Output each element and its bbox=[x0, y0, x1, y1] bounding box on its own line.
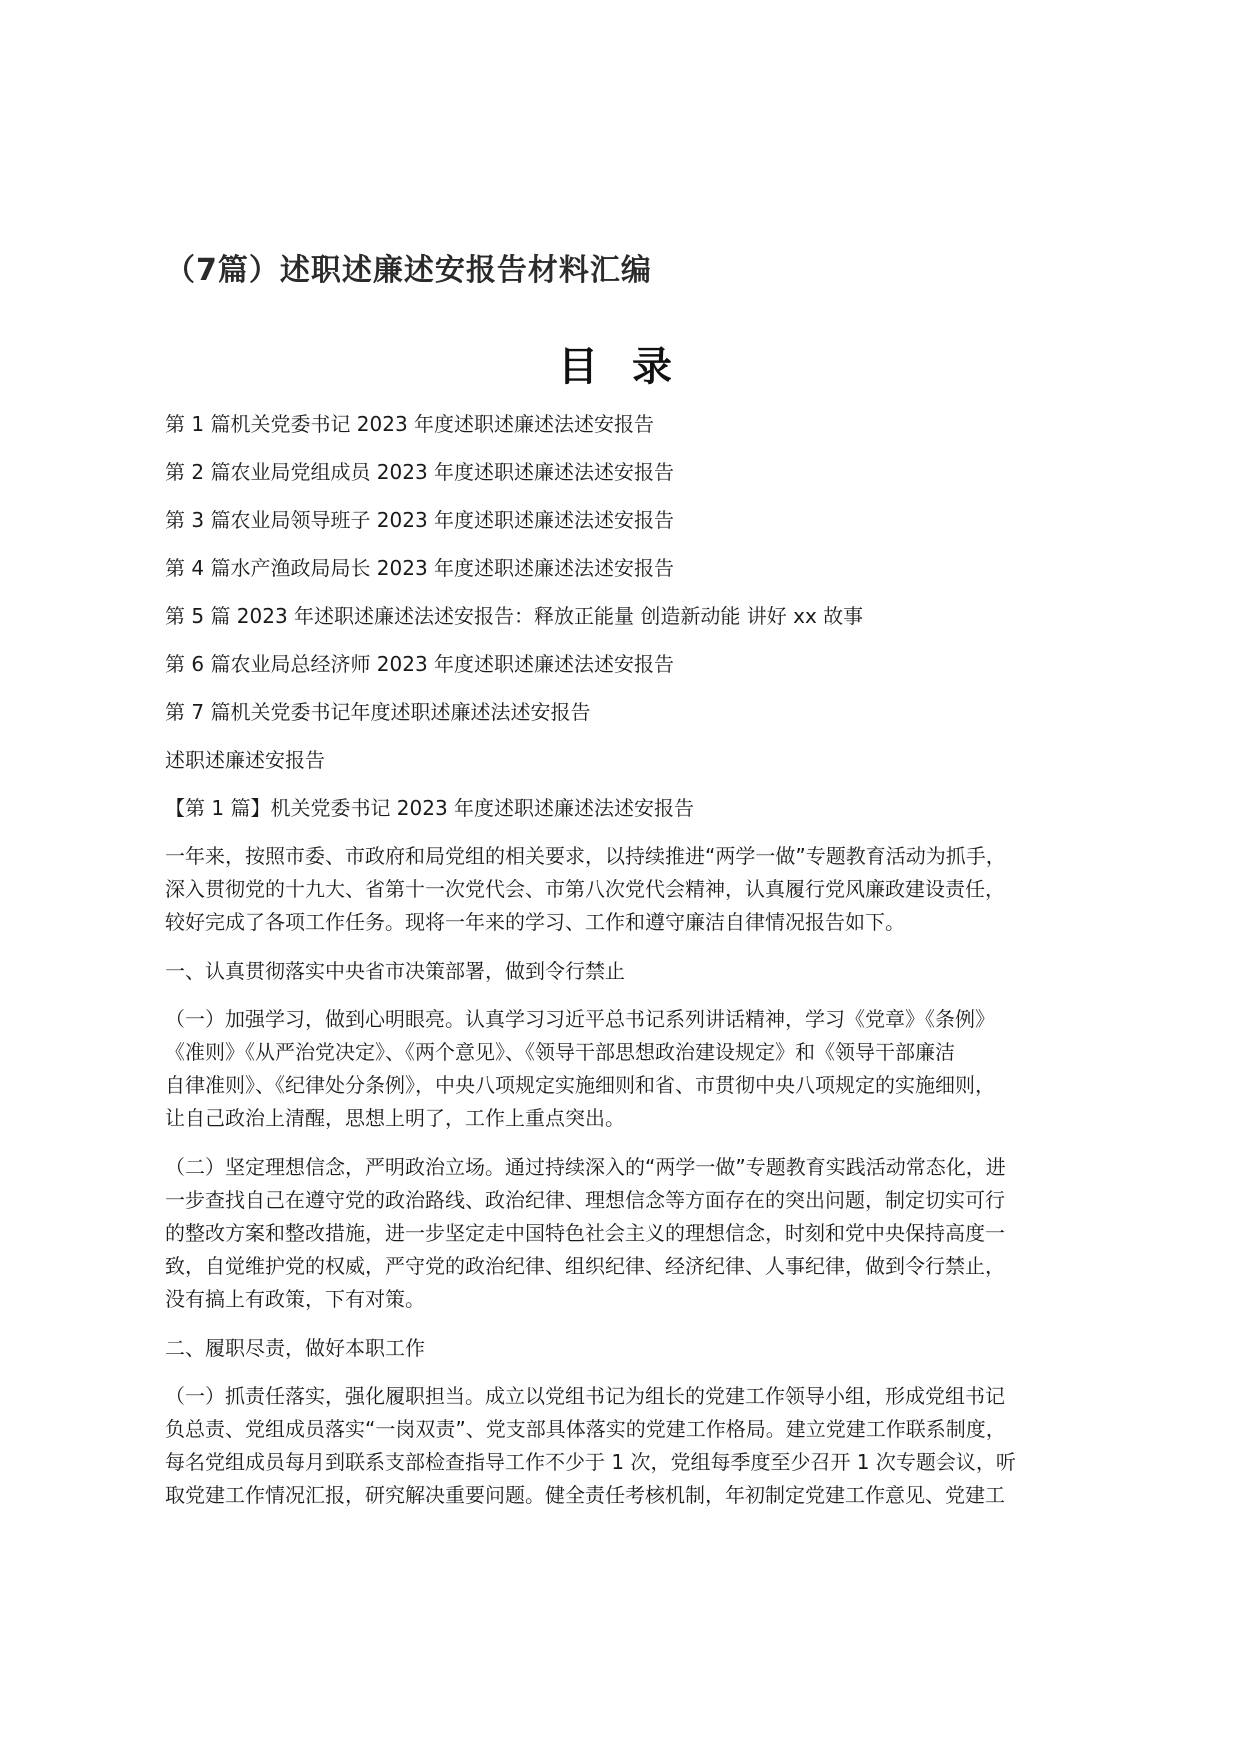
section-label: 述职述廉述安报告 bbox=[165, 748, 325, 772]
document-title: （7篇）述职述廉述安报告材料汇编 bbox=[165, 253, 652, 288]
paragraph-line: 取党建工作情况汇报，研究解决重要问题。健全责任考核机制，年初制定党建工作意见、党建工 bbox=[165, 1483, 1005, 1507]
paragraph-line: 的整改方案和整改措施，进一步坚定走中国特色社会主义的理想信念，时刻和党中央保持高度一 bbox=[165, 1221, 1005, 1245]
toc-item: 第 3 篇农业局领导班子 2023 年度述职述廉述法述安报告 bbox=[165, 508, 675, 532]
paragraph-line: （二）坚定理想信念，严明政治立场。通过持续深入的“两学一做”专题教育实践活动常态化，进 bbox=[165, 1155, 1006, 1179]
toc-item: 第 7 篇机关党委书记年度述职述廉述法述安报告 bbox=[165, 700, 591, 724]
paragraph-line: （一）抓责任落实，强化履职担当。成立以党组书记为组长的党建工作领导小组，形成党组书记 bbox=[165, 1384, 1005, 1408]
toc-item: 第 4 篇水产渔政局局长 2023 年度述职述廉述法述安报告 bbox=[165, 556, 675, 580]
paragraph-line: 每名党组成员每月到联系支部检查指导工作不少于 1 次，党组每季度至少召开 1 次专题会议，听 bbox=[165, 1450, 1016, 1474]
paragraph-line: 负总责、党组成员落实“一岗双责”、党支部具体落实的党建工作格局。建立党建工作联系制度， bbox=[165, 1417, 1006, 1441]
paragraph-line: 一年来，按照市委、市政府和局党组的相关要求，以持续推进“两学一做”专题教育活动为抓手， bbox=[165, 844, 1006, 868]
toc-item: 第 6 篇农业局总经济师 2023 年度述职述廉述法述安报告 bbox=[165, 652, 675, 676]
paragraph-line: 《准则》《从严治党决定》、《两个意见》、《领导干部思想政治建设规定》和《领导干部廉洁 bbox=[165, 1040, 955, 1064]
paragraph-line: 较好完成了各项工作任务。现将一年来的学习、工作和遵守廉洁自律情况报告如下。 bbox=[165, 910, 905, 934]
paragraph-line: 自律准则》、《纪律处分条例》，中央八项规定实施细则和省、市贯彻中央八项规定的实施细则， bbox=[165, 1073, 995, 1097]
paragraph-1-1 bbox=[165, 1003, 1095, 1135]
toc-heading: 目 录 bbox=[558, 344, 682, 390]
toc-item: 第 1 篇机关党委书记 2023 年度述职述廉述法述安报告 bbox=[165, 412, 655, 436]
paragraph-2-1 bbox=[165, 1380, 1095, 1512]
article-heading: 【第 1 篇】机关党委书记 2023 年度述职述廉述法述安报告 bbox=[165, 796, 695, 820]
paragraph-line: 让自己政治上清醒，思想上明了，工作上重点突出。 bbox=[165, 1106, 625, 1130]
section-heading-2: 二、履职尽责，做好本职工作 bbox=[165, 1336, 425, 1360]
paragraph-1-2 bbox=[165, 1151, 1095, 1316]
intro-paragraph bbox=[165, 840, 1095, 939]
paragraph-line: 没有搞上有政策，下有对策。 bbox=[165, 1287, 425, 1311]
section-heading-1: 一、认真贯彻落实中央省市决策部署，做到令行禁止 bbox=[165, 959, 625, 983]
toc-item: 第 2 篇农业局党组成员 2023 年度述职述廉述法述安报告 bbox=[165, 460, 675, 484]
paragraph-line: （一）加强学习，做到心明眼亮。认真学习习近平总书记系列讲话精神，学习《党章》《条例》 bbox=[165, 1007, 995, 1031]
paragraph-line: 深入贯彻党的十九大、省第十一次党代会、市第八次党代会精神，认真履行党风廉政建设责任， bbox=[165, 877, 1005, 901]
toc-item: 第 5 篇 2023 年述职述廉述法述安报告：释放正能量 创造新动能 讲好 xx 故事 bbox=[165, 604, 864, 628]
paragraph-line: 一步查找自己在遵守党的政治路线、政治纪律、理想信念等方面存在的突出问题，制定切实可行 bbox=[165, 1188, 1005, 1212]
paragraph-line: 致，自觉维护党的权威，严守党的政治纪律、组织纪律、经济纪律、人事纪律，做到令行禁止， bbox=[165, 1254, 1005, 1278]
document-body bbox=[165, 408, 1095, 1528]
